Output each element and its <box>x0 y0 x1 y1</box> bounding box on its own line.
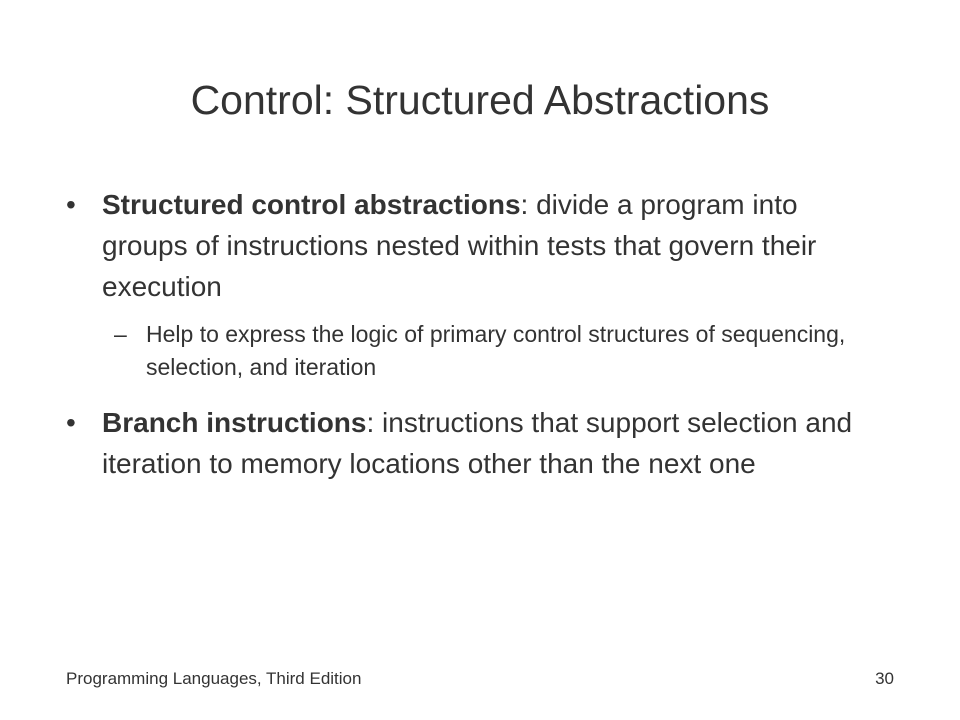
bullet-term: Branch instructions <box>102 407 367 438</box>
bullet-marker: • <box>66 407 76 438</box>
bullet-marker: • <box>66 189 76 220</box>
sub-bullet-text: Help to express the logic of primary control structures of sequencing, selection, and iteration <box>146 321 846 380</box>
footer-page-number: 30 <box>875 669 894 688</box>
footer-book-title: Programming Languages, Third Edition <box>66 669 362 688</box>
bullet-text <box>102 184 862 307</box>
bullet-description: : divide a program into groups of instructions nested within tests that govern their execution <box>102 189 817 302</box>
bullet-term: Structured control abstractions <box>102 189 521 220</box>
slide-title: Control: Structured Abstractions <box>190 77 770 123</box>
bullet-description: : instructions that support selection and iteration to memory locations other than the next one <box>102 407 853 479</box>
bullet-text <box>102 402 862 484</box>
sub-bullet-marker: – <box>114 321 127 347</box>
